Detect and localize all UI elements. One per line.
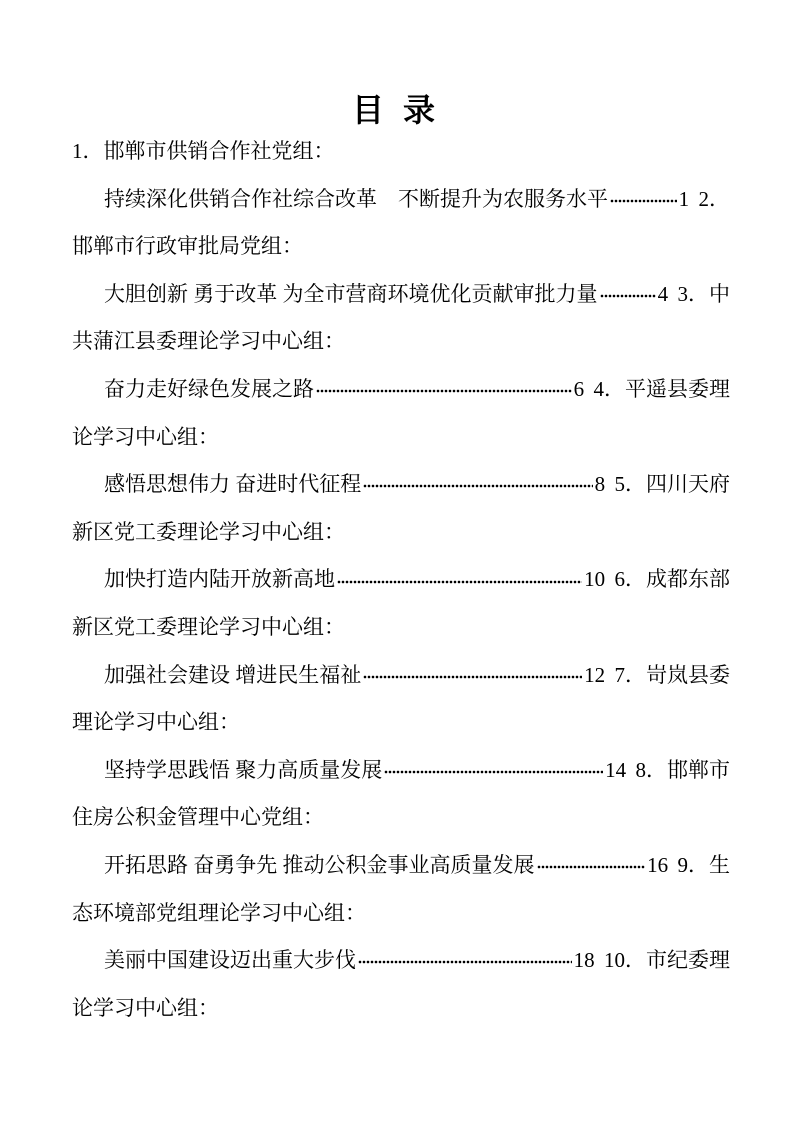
page-number: 8 xyxy=(594,472,606,497)
toc-line xyxy=(72,699,730,747)
toc-line-text: 奋力走好绿色发展之路 xyxy=(104,376,314,401)
toc-line-tail: 8．邯郸市 xyxy=(635,757,730,782)
toc-line xyxy=(72,414,730,462)
toc-line-tail: 10．市纪委理 xyxy=(604,948,730,973)
toc-line xyxy=(72,128,730,176)
page-number: 1 xyxy=(678,186,690,211)
toc-line-text: 态环境部党组理论学习中心组： xyxy=(72,900,366,925)
dot-leader xyxy=(337,580,582,584)
toc-line xyxy=(72,652,730,700)
toc-line xyxy=(72,604,730,652)
page-number: 6 xyxy=(573,376,585,401)
toc-line-tail: 4．平遥县委理 xyxy=(593,376,730,401)
toc-line-tail: 9．生 xyxy=(677,852,730,877)
toc-line-text: 理论学习中心组： xyxy=(72,710,240,735)
toc-line-text: 感悟思想伟力 奋进时代征程 xyxy=(104,472,362,497)
toc-line-text: 大胆创新 勇于改革 为全市营商环境优化贡献审批力量 xyxy=(104,281,598,306)
toc-content xyxy=(72,0,730,1032)
toc-lines xyxy=(72,128,730,1032)
toc-line xyxy=(72,223,730,271)
page-number: 14 xyxy=(605,757,627,782)
toc-line-text: 加强社会建设 增进民生福祉 xyxy=(104,662,362,687)
toc-line-text: 共蒲江县委理论学习中心组： xyxy=(72,329,345,354)
page-number: 10 xyxy=(584,567,606,592)
toc-line-text: 住房公积金管理中心党组： xyxy=(72,805,324,830)
toc-line xyxy=(72,842,730,890)
toc-line-text: 坚持学思践悟 聚力高质量发展 xyxy=(104,757,383,782)
toc-line-text: 论学习中心组： xyxy=(72,995,219,1020)
toc-title: 目 录 xyxy=(351,92,436,128)
toc-line-text: 新区党工委理论学习中心组： xyxy=(72,614,345,639)
toc-line xyxy=(72,937,730,985)
toc-line xyxy=(72,461,730,509)
toc-line-text: 1．邯郸市供销合作社党组： xyxy=(72,139,335,163)
toc-line xyxy=(72,176,730,224)
toc-line-text: 开拓思路 奋勇争先 推动公积金事业高质量发展 xyxy=(104,852,535,877)
toc-line xyxy=(72,794,730,842)
toc-line xyxy=(72,509,730,557)
dot-leader xyxy=(537,865,646,869)
toc-line-text: 美丽中国建设迈出重大步伐 xyxy=(104,948,356,973)
toc-line-tail: 2． xyxy=(698,186,730,211)
toc-line-text: 邯郸市行政审批局党组： xyxy=(72,234,303,259)
toc-line xyxy=(72,747,730,795)
dot-leader xyxy=(384,770,603,774)
toc-line-tail: 6．成都东部 xyxy=(614,567,730,592)
dot-leader xyxy=(600,294,656,298)
toc-line xyxy=(72,318,730,366)
dot-leader xyxy=(363,675,582,679)
toc-line-text: 论学习中心组： xyxy=(72,424,219,449)
toc-line-text: 加快打造内陆开放新高地 xyxy=(104,567,335,592)
toc-line xyxy=(72,271,730,319)
toc-line xyxy=(72,890,730,938)
page-number: 12 xyxy=(584,662,606,687)
page-number: 16 xyxy=(647,852,669,877)
dot-leader xyxy=(358,960,572,964)
toc-line xyxy=(72,366,730,414)
toc-line-text: 持续深化供销合作社综合改革 不断提升为农服务水平 xyxy=(104,186,608,211)
toc-line xyxy=(72,556,730,604)
toc-line-text: 新区党工委理论学习中心组： xyxy=(72,519,345,544)
toc-line xyxy=(72,985,730,1033)
toc-line-tail: 5．四川天府 xyxy=(614,472,730,497)
toc-line-tail: 7．岢岚县委 xyxy=(614,662,730,687)
dot-leader xyxy=(610,199,677,203)
page-number: 4 xyxy=(657,281,669,306)
page-number: 18 xyxy=(573,948,595,973)
toc-line-tail: 3．中 xyxy=(677,281,730,306)
dot-leader xyxy=(316,389,572,393)
dot-leader xyxy=(363,484,592,488)
